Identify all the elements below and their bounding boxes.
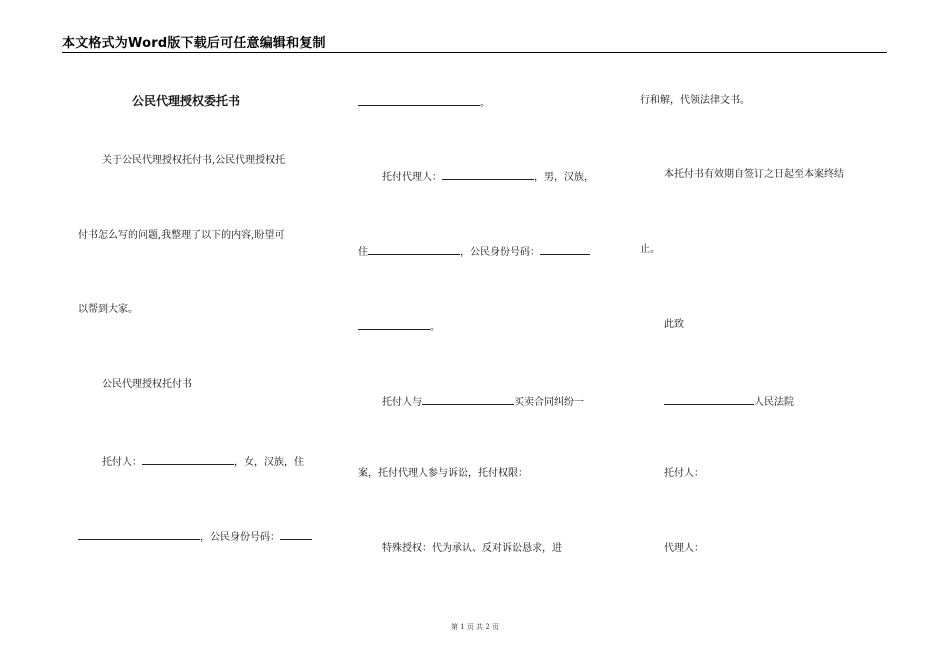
intro-line-1: 关于公民代理授权托付书,公民代理授权托 [102,155,286,166]
agent-name-blank[interactable] [442,168,534,180]
agent-address-line [358,243,590,260]
end-mark: 。 [430,322,440,333]
court-line [664,393,794,410]
validity-line-2: 止。 [640,244,660,255]
signature-principal: 托付人： [664,468,704,479]
principal-address-cont-blank[interactable] [358,94,480,106]
case-prefix: 托付人与 [382,397,422,408]
page-footer: 第 1 页 共 2 页 [450,623,500,631]
principal-details: ，女，汉族，住 [234,457,304,468]
agent-id-blank[interactable] [540,243,590,255]
form-subtitle: 公民代理授权托付书 [102,379,192,390]
col3-cont-line: 行和解，代领法律文书。 [640,95,750,106]
intro-line-2: 付书怎么写的问题,我整理了以下的内容,盼望可 [78,230,285,241]
court-label: 人民法院 [754,397,794,408]
validity-line-1: 本托付书有效期自签订之日起至本案终结 [664,169,844,180]
signature-agent: 代理人： [664,543,704,554]
principal-address-blank[interactable] [78,528,200,540]
end-mark: 。 [480,98,490,109]
case-suffix: 买卖合同纠纷一 [514,397,584,408]
principal-id-blank[interactable] [280,528,312,540]
agent-address-blank[interactable] [368,243,460,255]
salutation: 此致 [664,319,684,330]
principal-id-label: ，公民身份号码： [200,532,280,543]
header-banner: 本文格式为Word版下载后可任意编辑和复制 [62,36,326,51]
case-line-2: 案，托付代理人参与诉讼，托付权限： [358,468,528,479]
agent-id-label: ，公民身份号码： [460,247,540,258]
agent-details: ，男，汉族， [534,172,594,183]
col2-address-line [358,94,490,111]
case-line-1 [382,393,584,410]
document-title: 公民代理授权委托书 [132,94,241,108]
agent-live-label: 住 [358,247,368,258]
case-party-blank[interactable] [422,393,514,405]
principal-line [102,453,304,470]
header-divider [62,52,887,53]
principal-name-blank[interactable] [142,453,234,465]
agent-id-cont-blank[interactable] [358,318,430,330]
principal-id-line [78,528,312,545]
court-name-blank[interactable] [664,393,754,405]
special-authorization: 特殊授权：代为承认、反对诉讼恳求，进 [382,543,562,554]
agent-label: 托付代理人： [382,172,442,183]
agent-line [382,168,594,185]
intro-line-3: 以帮到大家。 [78,304,138,315]
agent-id-cont-line [358,318,440,335]
principal-label: 托付人： [102,457,142,468]
